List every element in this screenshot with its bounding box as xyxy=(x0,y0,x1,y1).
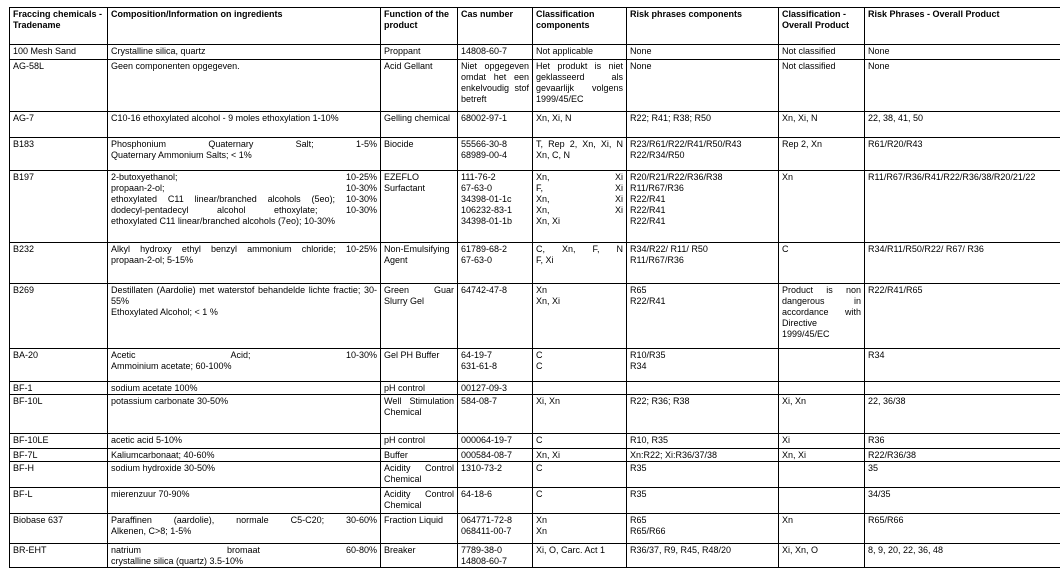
cell-risk-phrases-components xyxy=(627,349,779,382)
cas-line: 584-08-7 xyxy=(461,396,498,406)
cell-classification-components xyxy=(533,434,627,449)
comp-line: dodecyl-pentadecyl alcohol ethoxylate; 10-30% xyxy=(111,205,377,215)
cell-classification-components xyxy=(533,514,627,544)
cell-classification-overall: Xi, Xn xyxy=(779,395,865,434)
cell-function: pH control xyxy=(381,382,458,395)
cell-composition xyxy=(108,488,381,514)
comp-line: ethoxylated C11 linear/branched alcohols (7eo); 10-30% xyxy=(111,216,335,226)
risk-line: R11/R67/R36 xyxy=(630,255,684,265)
cls-line: Not applicable xyxy=(536,46,594,56)
header-risk-phrases-components: Risk phrases components xyxy=(627,8,779,45)
cell-function: Fraction Liquid xyxy=(381,514,458,544)
comp-line: propaan-2-ol; 5-15% xyxy=(111,255,194,265)
cls-line: C xyxy=(536,489,543,499)
table-row xyxy=(10,514,1060,544)
cls-line: C xyxy=(536,463,543,473)
comp-line: natrium bromaat 60-80% xyxy=(111,545,377,555)
cas-line: 55566-30-8 xyxy=(461,139,508,149)
cas-line: 7789-38-0 xyxy=(461,545,503,555)
risk-line: R34/R22/ R11/ R50 xyxy=(630,244,708,254)
cell-risk-phrases-overall: R34 xyxy=(865,349,1060,382)
cell-classification-components xyxy=(533,544,627,568)
comp-line: Phosphonium Quaternary Salt; 1-5% xyxy=(111,139,377,149)
cell-tradename: 100 Mesh Sand xyxy=(10,45,108,60)
cell-composition xyxy=(108,514,381,544)
cas-line: 64-18-6 xyxy=(461,489,493,499)
cell-composition xyxy=(108,284,381,349)
table-row xyxy=(10,395,1060,434)
cell-function: Acidity Control Chemical xyxy=(381,488,458,514)
table-row xyxy=(10,462,1060,488)
cell-composition xyxy=(108,171,381,243)
cell-function: EZEFLO Surfactant xyxy=(381,171,458,243)
cell-function: Proppant xyxy=(381,45,458,60)
risk-line: R65/R66 xyxy=(630,526,666,536)
cell-tradename: B232 xyxy=(10,243,108,284)
cell-cas-number xyxy=(458,462,533,488)
cell-tradename: BF-7L xyxy=(10,449,108,462)
cell-tradename: B197 xyxy=(10,171,108,243)
risk-line: R22/R34/R50 xyxy=(630,150,685,160)
cell-function: Buffer xyxy=(381,449,458,462)
cell-classification-overall: Rep 2, Xn xyxy=(779,138,865,171)
comp-line: mierenzuur 70-90% xyxy=(111,489,190,499)
cell-tradename: B269 xyxy=(10,284,108,349)
cell-classification-overall xyxy=(779,488,865,514)
cell-tradename: BA-20 xyxy=(10,349,108,382)
cas-line: 000064-19-7 xyxy=(461,435,513,445)
cell-classification-components xyxy=(533,382,627,395)
cell-risk-phrases-components xyxy=(627,462,779,488)
cas-line: 67-63-0 xyxy=(461,255,493,265)
comp-line: ethoxylated C11 linear/branched alcohols (5eo); 10-30% xyxy=(111,194,377,204)
cell-tradename: BF-10LE xyxy=(10,434,108,449)
cell-function: pH control xyxy=(381,434,458,449)
cas-line: 68989-00-4 xyxy=(461,150,508,160)
table-row xyxy=(10,544,1060,568)
risk-line: R22/R41 xyxy=(630,216,666,226)
cell-classification-overall: Xn, Xi xyxy=(779,449,865,462)
cas-line: 106232-83-1 xyxy=(461,205,513,215)
cell-classification-components xyxy=(533,138,627,171)
risk-line: R20/R21/R22/R36/R38 xyxy=(630,172,723,182)
cell-risk-phrases-overall: R61/R20/R43 xyxy=(865,138,1060,171)
ingredients-table xyxy=(9,7,1060,568)
cell-risk-phrases-overall xyxy=(865,382,1060,395)
cell-cas-number xyxy=(458,449,533,462)
comp-line: sodium acetate 100% xyxy=(111,383,198,393)
cls-line: C xyxy=(536,361,543,371)
risk-line: R10/R35 xyxy=(630,350,666,360)
cell-risk-phrases-components xyxy=(627,514,779,544)
cell-risk-phrases-overall: None xyxy=(865,45,1060,60)
comp-line: Quaternary Ammonium Salts; < 1% xyxy=(111,150,252,160)
cell-cas-number xyxy=(458,434,533,449)
cell-function: Acid Gellant xyxy=(381,60,458,112)
comp-line: Ethoxylated Alcohol; < 1 % xyxy=(111,307,218,317)
cell-classification-components xyxy=(533,284,627,349)
comp-line: Ammoinium acetate; 60-100% xyxy=(111,361,232,371)
cell-cas-number xyxy=(458,349,533,382)
cls-line: C xyxy=(536,350,543,360)
cell-risk-phrases-components xyxy=(627,284,779,349)
cls-line: T, Rep 2, Xn, Xi, N xyxy=(536,139,623,149)
cas-line: 14808-60-7 xyxy=(461,556,508,566)
risk-line: R11/R67/R36 xyxy=(630,183,684,193)
cls-line: Xn, Xi xyxy=(536,296,561,306)
cell-function: Gel PH Buffer xyxy=(381,349,458,382)
cell-cas-number xyxy=(458,171,533,243)
cls-line: C xyxy=(536,435,543,445)
table-row xyxy=(10,434,1060,449)
cell-classification-overall: Not classified xyxy=(779,45,865,60)
comp-line: sodium hydroxide 30-50% xyxy=(111,463,216,473)
cell-tradename: BF-1 xyxy=(10,382,108,395)
cell-risk-phrases-components xyxy=(627,382,779,395)
cell-tradename: B183 xyxy=(10,138,108,171)
header-classification-components: Classification components xyxy=(533,8,627,45)
comp-line: 2-butoxyethanol; 10-25% xyxy=(111,172,377,182)
cell-composition xyxy=(108,45,381,60)
cls-line: Xn, Xi xyxy=(536,194,623,204)
header-tradename: Fraccing chemicals - Tradename xyxy=(10,8,108,45)
risk-line: None xyxy=(630,61,652,71)
cls-line: Xn, Xi xyxy=(536,450,561,460)
header-risk-phrases-overall: Risk Phrases - Overall Product xyxy=(865,8,1060,45)
cell-tradename: AG-7 xyxy=(10,112,108,138)
cas-line: 068411-00-7 xyxy=(461,526,512,536)
cas-line: 64742-47-8 xyxy=(461,285,508,295)
cell-function: Well Stimulation Chemical xyxy=(381,395,458,434)
table-row xyxy=(10,349,1060,382)
comp-line: propaan-2-ol; 10-30% xyxy=(111,183,377,193)
cell-classification-overall xyxy=(779,349,865,382)
cell-composition xyxy=(108,395,381,434)
cell-risk-phrases-overall: R22/R36/38 xyxy=(865,449,1060,462)
table-row xyxy=(10,138,1060,171)
cell-cas-number xyxy=(458,488,533,514)
table-row xyxy=(10,60,1060,112)
cell-risk-phrases-components xyxy=(627,544,779,568)
cls-line: C, Xn, F, N xyxy=(536,244,623,254)
cas-line: 1310-73-2 xyxy=(461,463,503,473)
cls-line: Xn xyxy=(536,526,548,536)
cell-risk-phrases-components xyxy=(627,243,779,284)
cell-risk-phrases-overall: None xyxy=(865,60,1060,112)
cell-classification-components xyxy=(533,488,627,514)
cas-line: 631-61-8 xyxy=(461,361,498,371)
cell-classification-overall: C xyxy=(779,243,865,284)
cas-line: 64-19-7 xyxy=(461,350,493,360)
cell-cas-number xyxy=(458,60,533,112)
cell-cas-number xyxy=(458,243,533,284)
cell-cas-number xyxy=(458,395,533,434)
comp-line: Kaliumcarbonaat; 40-60% xyxy=(111,450,215,460)
cell-classification-overall xyxy=(779,462,865,488)
cell-function: Biocide xyxy=(381,138,458,171)
cls-line: Xn xyxy=(536,285,548,295)
cas-line: 111-76-2 xyxy=(461,172,496,182)
risk-line: None xyxy=(630,46,652,56)
cell-risk-phrases-components xyxy=(627,449,779,462)
cell-function: Gelling chemical xyxy=(381,112,458,138)
cell-composition xyxy=(108,544,381,568)
comp-line: Geen componenten opgegeven. xyxy=(111,61,240,71)
cell-risk-phrases-components xyxy=(627,395,779,434)
table-body xyxy=(10,45,1060,568)
cell-classification-components xyxy=(533,171,627,243)
cell-risk-phrases-components xyxy=(627,45,779,60)
cls-line: Xn, Xi, N xyxy=(536,113,572,123)
cell-classification-components xyxy=(533,243,627,284)
cell-composition xyxy=(108,243,381,284)
risk-line: R22; R36; R38 xyxy=(630,396,690,406)
cls-line: Het produkt is niet geklasseerd als gevaarlijk volgens 1999/45/EC xyxy=(536,61,623,104)
cell-classification-components xyxy=(533,112,627,138)
cls-line: Xn, Xi xyxy=(536,216,561,226)
comp-line: Crystalline silica, quartz xyxy=(111,46,206,56)
comp-line: acetic acid 5-10% xyxy=(111,435,183,445)
cell-cas-number xyxy=(458,112,533,138)
cell-classification-components xyxy=(533,395,627,434)
risk-line: R35 xyxy=(630,489,647,499)
cell-function: Acidity Control Chemical xyxy=(381,462,458,488)
cell-risk-phrases-overall: 22, 36/38 xyxy=(865,395,1060,434)
cell-risk-phrases-overall: R11/R67/R36/R41/R22/R36/38/R20/21/22 xyxy=(865,171,1060,243)
cell-risk-phrases-overall: 22, 38, 41, 50 xyxy=(865,112,1060,138)
cell-function: Non-Emulsifying Agent xyxy=(381,243,458,284)
cls-line: Xn, Xi xyxy=(536,205,623,215)
cell-classification-components xyxy=(533,462,627,488)
cell-risk-phrases-components xyxy=(627,60,779,112)
cas-line: 34398-01-1b xyxy=(461,216,513,226)
table-row xyxy=(10,171,1060,243)
header-composition: Composition/Information on ingredients xyxy=(108,8,381,45)
table-row xyxy=(10,45,1060,60)
cell-risk-phrases-overall: R34/R11/R50/R22/ R67/ R36 xyxy=(865,243,1060,284)
cell-composition xyxy=(108,434,381,449)
cell-risk-phrases-overall: 8, 9, 20, 22, 36, 48 xyxy=(865,544,1060,568)
cell-classification-overall: Xi xyxy=(779,434,865,449)
risk-line: R22/R41 xyxy=(630,194,666,204)
cls-line: Xi, Xn xyxy=(536,396,561,406)
cell-risk-phrases-components xyxy=(627,112,779,138)
cell-risk-phrases-overall: 34/35 xyxy=(865,488,1060,514)
cls-line: Xn, Xi xyxy=(536,172,623,182)
risk-line: Xn:R22; Xi:R36/37/38 xyxy=(630,450,718,460)
cas-line: 67-63-0 xyxy=(461,183,493,193)
cell-tradename: BR-EHT xyxy=(10,544,108,568)
cls-line: F, Xi xyxy=(536,255,554,265)
cas-line: 61789-68-2 xyxy=(461,244,508,254)
comp-line: Acetic Acid; 10-30% xyxy=(111,350,377,360)
risk-line: R65 xyxy=(630,285,647,295)
cell-function: Green Guar Slurry Gel xyxy=(381,284,458,349)
risk-line: R35 xyxy=(630,463,647,473)
table-row xyxy=(10,284,1060,349)
header-classification-overall: Classification - Overall Product xyxy=(779,8,865,45)
cell-classification-components xyxy=(533,449,627,462)
cell-cas-number xyxy=(458,514,533,544)
cell-composition xyxy=(108,112,381,138)
cell-risk-phrases-components xyxy=(627,434,779,449)
cas-line: Niet opgegeven omdat het een enkelvoudig stof betreft xyxy=(461,61,529,104)
risk-line: R22/R41 xyxy=(630,205,666,215)
table-row xyxy=(10,382,1060,395)
comp-line: Alkenen, C>8; 1-5% xyxy=(111,526,192,536)
cell-composition xyxy=(108,449,381,462)
risk-line: R36/37, R9, R45, R48/20 xyxy=(630,545,732,555)
cell-classification-overall: Xn xyxy=(779,514,865,544)
cas-line: 68002-97-1 xyxy=(461,113,508,123)
cas-line: 34398-01-1c xyxy=(461,194,512,204)
cas-line: 000584-08-7 xyxy=(461,450,513,460)
cell-cas-number xyxy=(458,45,533,60)
header-cas-number: Cas number xyxy=(458,8,533,45)
cell-risk-phrases-overall: R65/R66 xyxy=(865,514,1060,544)
table-header-row xyxy=(10,8,1060,45)
table-row xyxy=(10,449,1060,462)
cell-composition xyxy=(108,138,381,171)
cell-risk-phrases-overall: 35 xyxy=(865,462,1060,488)
cell-composition xyxy=(108,462,381,488)
cell-tradename: BF-10L xyxy=(10,395,108,434)
cell-tradename: Biobase 637 xyxy=(10,514,108,544)
cell-composition xyxy=(108,60,381,112)
cell-composition xyxy=(108,382,381,395)
comp-line: Paraffinen (aardolie), normale C5-C20; 30-60% xyxy=(111,515,377,525)
cell-cas-number xyxy=(458,138,533,171)
cell-cas-number xyxy=(458,284,533,349)
cell-function: Breaker xyxy=(381,544,458,568)
risk-line: R22/R41 xyxy=(630,296,666,306)
cell-classification-components xyxy=(533,45,627,60)
cell-cas-number xyxy=(458,382,533,395)
cell-classification-components xyxy=(533,60,627,112)
cell-classification-overall: Not classified xyxy=(779,60,865,112)
table-row xyxy=(10,243,1060,284)
cell-tradename: BF-L xyxy=(10,488,108,514)
cls-line: F, Xi xyxy=(536,183,623,193)
cell-cas-number xyxy=(458,544,533,568)
header-function: Function of the product xyxy=(381,8,458,45)
cell-classification-overall: Xi, Xn, O xyxy=(779,544,865,568)
risk-line: R34 xyxy=(630,361,647,371)
cell-risk-phrases-overall: R36 xyxy=(865,434,1060,449)
comp-line: crystalline silica (quartz) 3.5-10% xyxy=(111,556,244,566)
risk-line: R10, R35 xyxy=(630,435,669,445)
table-row xyxy=(10,488,1060,514)
cell-classification-overall: Product is non dangerous in accordance with Directive 1999/45/EC xyxy=(779,284,865,349)
cell-risk-phrases-components xyxy=(627,488,779,514)
cell-risk-phrases-components xyxy=(627,171,779,243)
cls-line: Xn xyxy=(536,515,548,525)
cls-line: Xi, O, Carc. Act 1 xyxy=(536,545,606,555)
cls-line: Xn, C, N xyxy=(536,150,571,160)
comp-line: Destillaten (Aardolie) met waterstof behandelde lichte fractie; 30-55% xyxy=(111,285,377,306)
cell-classification-overall xyxy=(779,382,865,395)
comp-line: C10-16 ethoxylated alcohol - 9 moles ethoxylation 1-10% xyxy=(111,113,339,123)
table-row xyxy=(10,112,1060,138)
cell-tradename: AG-58L xyxy=(10,60,108,112)
cell-composition xyxy=(108,349,381,382)
cas-line: 064771-72-8 xyxy=(461,515,513,525)
cell-risk-phrases-overall: R22/R41/R65 xyxy=(865,284,1060,349)
cell-classification-overall: Xn, Xi, N xyxy=(779,112,865,138)
risk-line: R23/R61/R22/R41/R50/R43 xyxy=(630,139,742,149)
cell-classification-overall: Xn xyxy=(779,171,865,243)
cell-tradename: BF-H xyxy=(10,462,108,488)
cas-line: 14808-60-7 xyxy=(461,46,508,56)
cas-line: 00127-09-3 xyxy=(461,383,508,393)
comp-line: Alkyl hydroxy ethyl benzyl ammonium chloride; 10-25% xyxy=(111,244,377,254)
cell-risk-phrases-components xyxy=(627,138,779,171)
cell-classification-components xyxy=(533,349,627,382)
risk-line: R65 xyxy=(630,515,647,525)
comp-line: potassium carbonate 30-50% xyxy=(111,396,229,406)
risk-line: R22; R41; R38; R50 xyxy=(630,113,712,123)
